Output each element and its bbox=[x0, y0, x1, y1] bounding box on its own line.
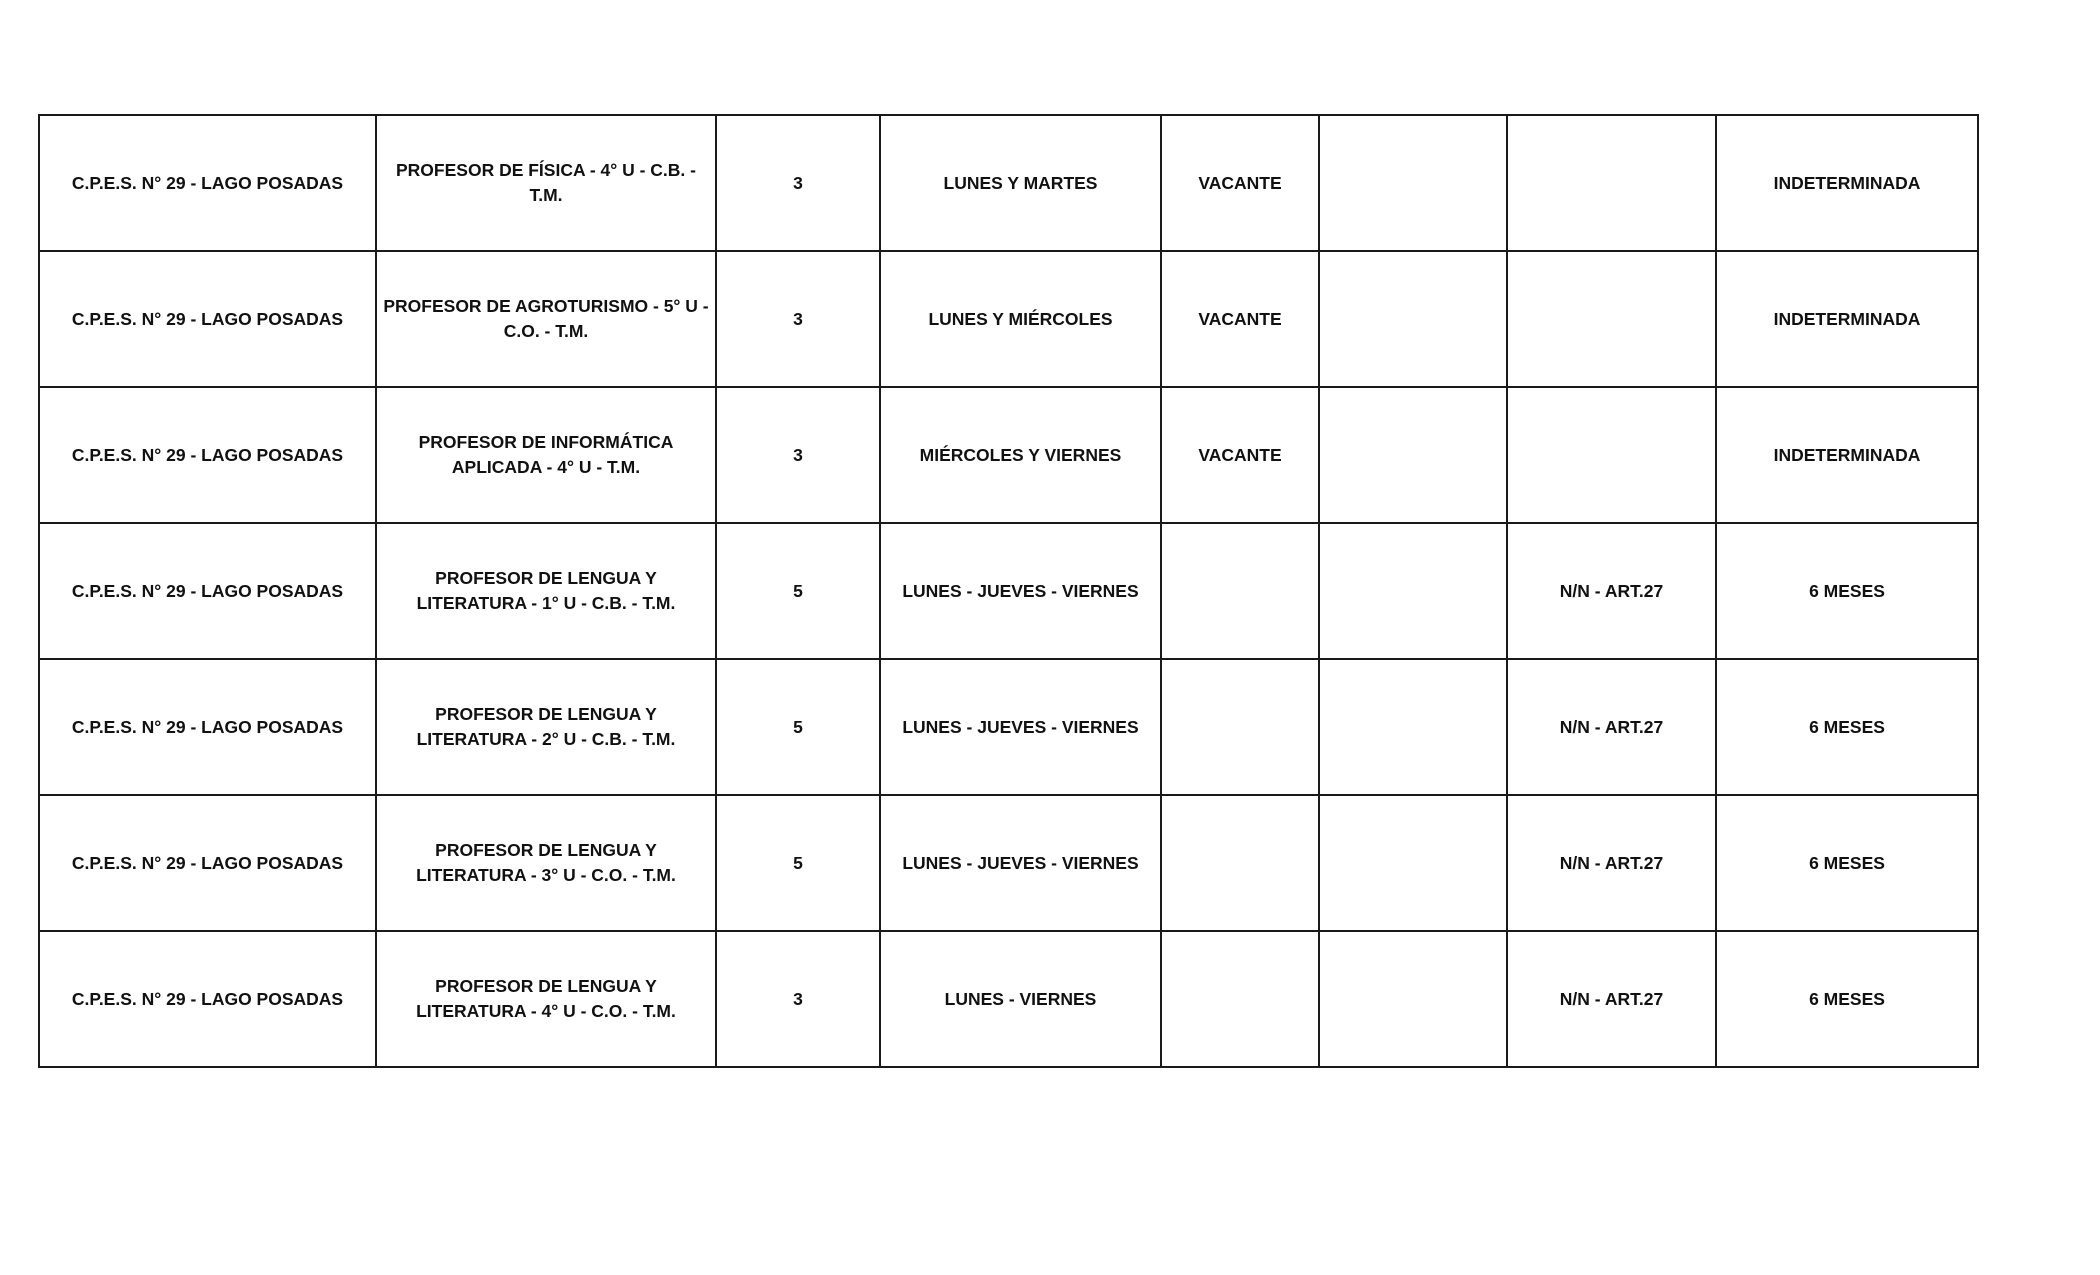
hours-cell: 3 bbox=[716, 251, 880, 387]
empty-cell bbox=[1319, 115, 1507, 251]
table-row bbox=[39, 795, 1978, 931]
empty-cell bbox=[1319, 795, 1507, 931]
reference-cell: N/N - ART.27 bbox=[1507, 795, 1716, 931]
status-cell bbox=[1161, 523, 1319, 659]
school-cell: C.P.E.S. N° 29 - LAGO POSADAS bbox=[39, 795, 376, 931]
duration-cell: INDETERMINADA bbox=[1716, 115, 1978, 251]
position-cell: PROFESOR DE AGROTURISMO - 5° U - C.O. - T.M. bbox=[376, 251, 716, 387]
hours-cell: 3 bbox=[716, 115, 880, 251]
duration-cell: 6 MESES bbox=[1716, 523, 1978, 659]
position-cell: PROFESOR DE LENGUA Y LITERATURA - 3° U - C.O. - T.M. bbox=[376, 795, 716, 931]
reference-cell: N/N - ART.27 bbox=[1507, 931, 1716, 1067]
table-row bbox=[39, 387, 1978, 523]
table-row bbox=[39, 659, 1978, 795]
duration-cell: INDETERMINADA bbox=[1716, 251, 1978, 387]
school-cell: C.P.E.S. N° 29 - LAGO POSADAS bbox=[39, 251, 376, 387]
position-cell: PROFESOR DE LENGUA Y LITERATURA - 2° U - C.B. - T.M. bbox=[376, 659, 716, 795]
reference-cell bbox=[1507, 251, 1716, 387]
days-cell: LUNES - VIERNES bbox=[880, 931, 1161, 1067]
empty-cell bbox=[1319, 659, 1507, 795]
school-cell: C.P.E.S. N° 29 - LAGO POSADAS bbox=[39, 387, 376, 523]
empty-cell bbox=[1319, 931, 1507, 1067]
status-cell: VACANTE bbox=[1161, 251, 1319, 387]
hours-cell: 3 bbox=[716, 387, 880, 523]
reference-cell bbox=[1507, 115, 1716, 251]
empty-cell bbox=[1319, 251, 1507, 387]
position-cell: PROFESOR DE INFORMÁTICA APLICADA - 4° U - T.M. bbox=[376, 387, 716, 523]
status-cell bbox=[1161, 931, 1319, 1067]
empty-cell bbox=[1319, 523, 1507, 659]
reference-cell: N/N - ART.27 bbox=[1507, 523, 1716, 659]
duration-cell: 6 MESES bbox=[1716, 795, 1978, 931]
table-row bbox=[39, 523, 1978, 659]
school-cell: C.P.E.S. N° 29 - LAGO POSADAS bbox=[39, 931, 376, 1067]
spreadsheet-page bbox=[38, 114, 1979, 1068]
days-cell: LUNES Y MARTES bbox=[880, 115, 1161, 251]
hours-cell: 5 bbox=[716, 795, 880, 931]
position-cell: PROFESOR DE LENGUA Y LITERATURA - 4° U - C.O. - T.M. bbox=[376, 931, 716, 1067]
status-cell bbox=[1161, 795, 1319, 931]
status-cell: VACANTE bbox=[1161, 387, 1319, 523]
duration-cell: 6 MESES bbox=[1716, 931, 1978, 1067]
table-row bbox=[39, 251, 1978, 387]
duration-cell: 6 MESES bbox=[1716, 659, 1978, 795]
positions-table bbox=[38, 114, 1979, 1068]
school-cell: C.P.E.S. N° 29 - LAGO POSADAS bbox=[39, 115, 376, 251]
days-cell: MIÉRCOLES Y VIERNES bbox=[880, 387, 1161, 523]
table-row bbox=[39, 115, 1978, 251]
school-cell: C.P.E.S. N° 29 - LAGO POSADAS bbox=[39, 659, 376, 795]
empty-cell bbox=[1319, 387, 1507, 523]
position-cell: PROFESOR DE FÍSICA - 4° U - C.B. - T.M. bbox=[376, 115, 716, 251]
days-cell: LUNES Y MIÉRCOLES bbox=[880, 251, 1161, 387]
reference-cell: N/N - ART.27 bbox=[1507, 659, 1716, 795]
days-cell: LUNES - JUEVES - VIERNES bbox=[880, 795, 1161, 931]
reference-cell bbox=[1507, 387, 1716, 523]
position-cell: PROFESOR DE LENGUA Y LITERATURA - 1° U - C.B. - T.M. bbox=[376, 523, 716, 659]
days-cell: LUNES - JUEVES - VIERNES bbox=[880, 659, 1161, 795]
status-cell bbox=[1161, 659, 1319, 795]
hours-cell: 5 bbox=[716, 523, 880, 659]
status-cell: VACANTE bbox=[1161, 115, 1319, 251]
table-row bbox=[39, 931, 1978, 1067]
hours-cell: 3 bbox=[716, 931, 880, 1067]
days-cell: LUNES - JUEVES - VIERNES bbox=[880, 523, 1161, 659]
duration-cell: INDETERMINADA bbox=[1716, 387, 1978, 523]
hours-cell: 5 bbox=[716, 659, 880, 795]
school-cell: C.P.E.S. N° 29 - LAGO POSADAS bbox=[39, 523, 376, 659]
